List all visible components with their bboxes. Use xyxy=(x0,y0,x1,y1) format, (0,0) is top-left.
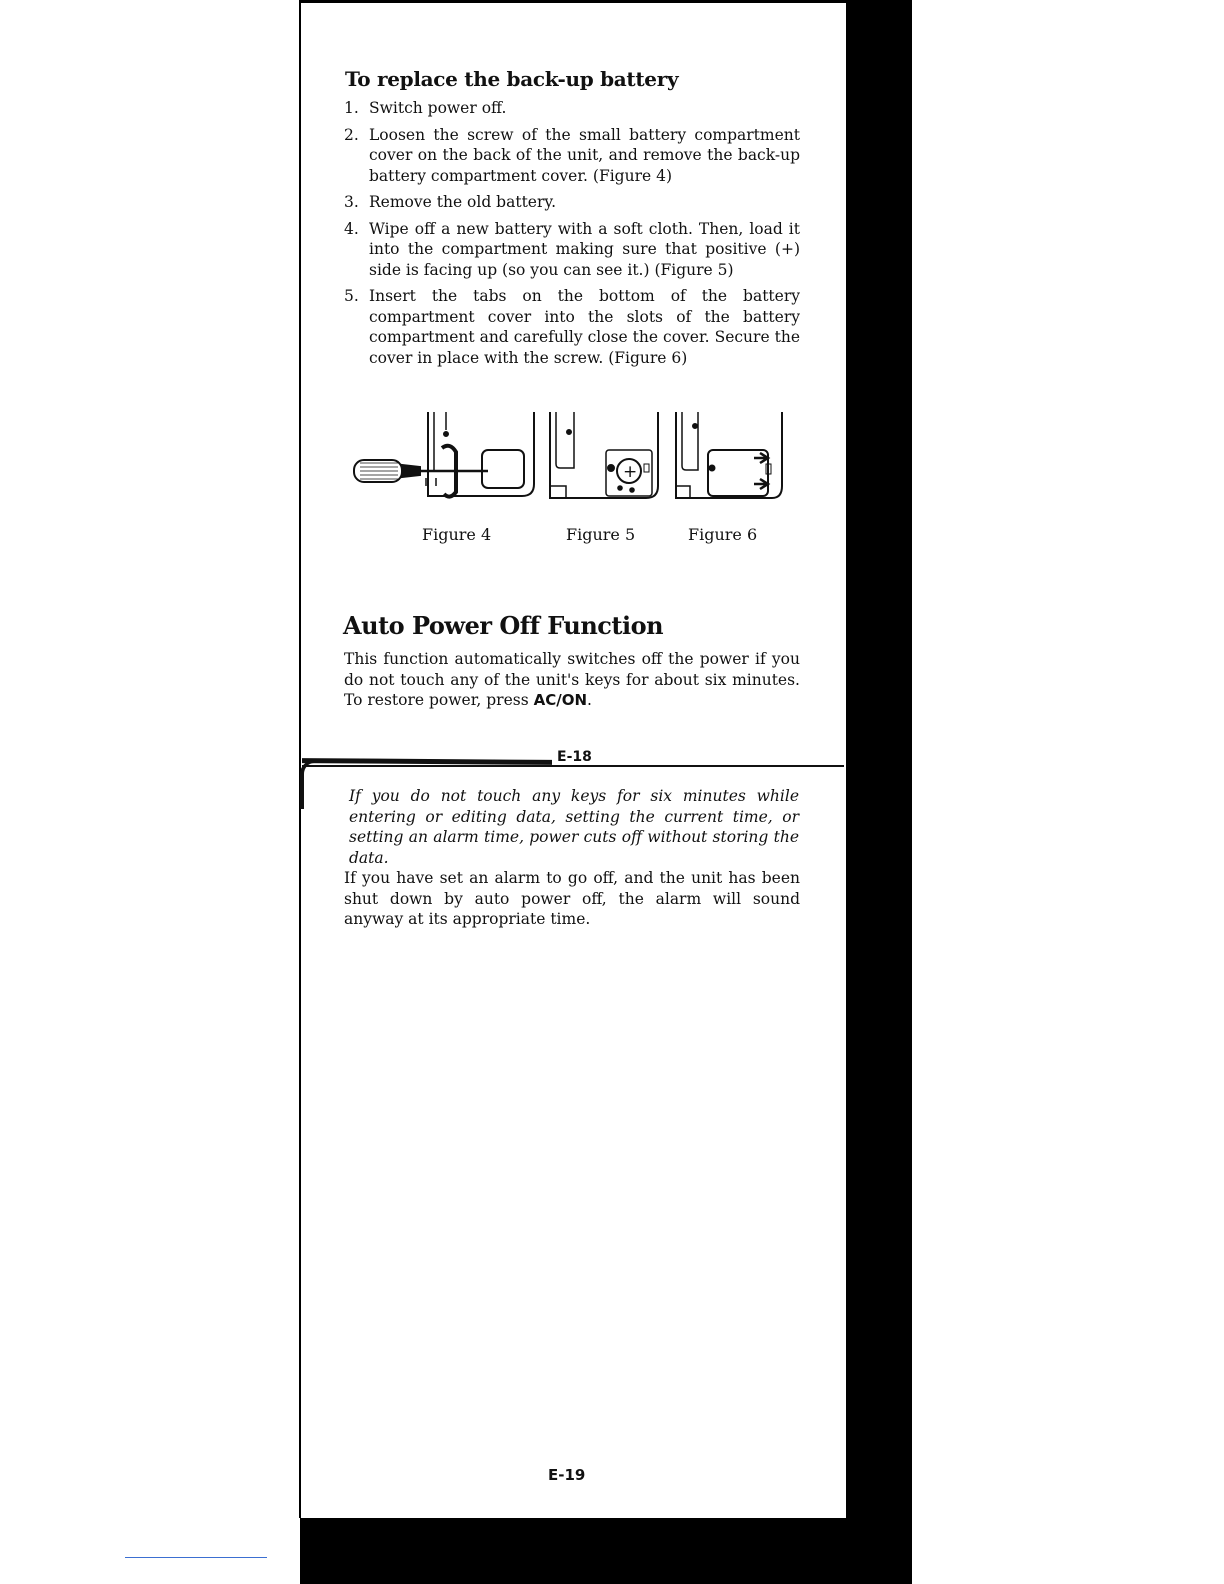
step-text: Switch power off. xyxy=(369,99,507,117)
step-number: 5. xyxy=(344,287,359,305)
battery-figures-illustration xyxy=(350,408,790,508)
page-fold-corner xyxy=(300,760,316,809)
figure-5-caption: Figure 5 xyxy=(566,525,636,544)
section-title: To replace the back-up battery xyxy=(345,67,679,91)
page-number: E-19 xyxy=(548,1466,586,1484)
list-item xyxy=(344,125,800,187)
step-number: 4. xyxy=(344,219,359,238)
auto-power-paragraph-1-end: . xyxy=(587,691,592,709)
figure-4-caption: Figure 4 xyxy=(422,525,492,544)
list-item xyxy=(344,219,800,281)
auto-power-off-title: Auto Power Off Function xyxy=(343,611,664,640)
figure-5-illustration xyxy=(550,412,658,498)
link-underline xyxy=(125,1557,267,1558)
page-fold-thick-rule xyxy=(302,758,552,765)
step-text: Loosen the screw of the small battery compartment cover on the back of the unit, and remove the back-up battery compartment cover. (Figure 4) xyxy=(369,125,800,185)
auto-power-paragraph-1 xyxy=(344,649,800,711)
step-number: 3. xyxy=(344,193,359,211)
step-text: Wipe off a new battery with a soft cloth. Then, load it into the compartment making sure that positive (+) side is facing up (so you can see it.) (Figure 5) xyxy=(369,219,800,279)
ac-on-key-label: AC/ON xyxy=(533,691,588,709)
auto-power-paragraph-2: If you do not touch any keys for six minutes while entering or editing data, setting the current time, or setting an alarm time, power cuts off without storing the data. xyxy=(349,787,799,867)
scan-border-right xyxy=(846,0,912,1584)
previous-page-number: E-18 xyxy=(557,749,592,765)
step-number: 1. xyxy=(344,99,359,117)
step-text: Insert the tabs on the bottom of the battery compartment cover into the slots of the battery compartment and carefully close the cover. Secure the cover in place with the screw. (Figure 6) xyxy=(369,287,800,367)
figure-5-plus-sign: + xyxy=(623,462,638,482)
auto-power-paragraph-3: If you have set an alarm to go off, and the unit has been shut down by auto power off, the alarm will sound anyway at its appropriate time. xyxy=(344,869,800,928)
steps-list xyxy=(344,98,800,374)
scan-left-edge xyxy=(299,0,301,1518)
page-fold-rule xyxy=(302,765,844,767)
scan-border-bottom xyxy=(300,1518,912,1584)
scan-top-edge xyxy=(300,0,846,3)
list-item xyxy=(344,286,800,368)
step-text: Remove the old battery. xyxy=(369,193,557,211)
list-item xyxy=(344,98,800,119)
figure-6-illustration xyxy=(676,412,782,498)
list-item xyxy=(344,192,800,213)
figure-4-illustration xyxy=(354,412,534,497)
battery-figures xyxy=(350,408,790,508)
step-number: 2. xyxy=(344,125,359,144)
figure-6-caption: Figure 6 xyxy=(688,525,758,544)
auto-power-paragraph-1-text: This function automatically switches off the power if you do not touch any of the unit's keys for about six minutes. To restore power, press xyxy=(344,650,800,709)
